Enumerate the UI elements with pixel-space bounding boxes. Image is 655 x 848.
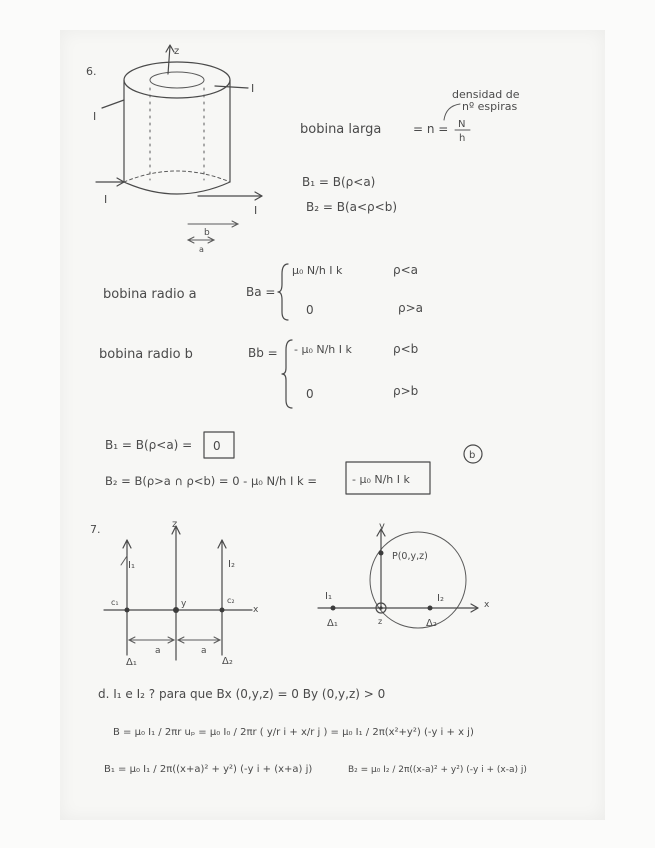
bobina-larga-equals: = n = xyxy=(413,122,449,136)
c2-label: c₂ xyxy=(227,596,235,605)
Bb-case1: - μ₀ N/h I k xyxy=(294,343,352,356)
fraction-numerator-N: N xyxy=(458,119,466,130)
point-P-label: P(0,y,z) xyxy=(392,551,428,562)
I1-label-top-view: I₁ xyxy=(325,591,332,602)
c1-label: c₁ xyxy=(111,598,119,607)
Ba-condition2: ρ>a xyxy=(398,301,424,315)
delta1-label: Δ₁ xyxy=(126,657,137,668)
delta2-label: Δ₂ xyxy=(222,656,233,667)
I1-label: I₁ xyxy=(128,560,135,571)
B1-definition: B₁ = B(ρ<a) xyxy=(302,175,376,189)
z-axis-label-top-view: z xyxy=(378,617,383,626)
I2-label: I₂ xyxy=(228,559,235,570)
problem-7-question: d. I₁ e I₂ ? para que Bx (0,y,z) = 0 By (0,y,z) > 0 xyxy=(98,687,386,701)
dimension-a-label: a xyxy=(199,245,204,254)
density-note-line2: nº espiras xyxy=(462,100,518,113)
Ba-symbol: Ba = xyxy=(246,285,276,299)
current-label-right: I xyxy=(254,204,258,217)
x-axis-label: x xyxy=(253,605,259,615)
B2-result-value: - μ₀ N/h I k xyxy=(352,473,410,486)
current-label-top: I xyxy=(251,82,255,95)
B1-equation: B₁ = μ₀ I₁ / 2π((x+a)² + y²) (-y i + (x+a) j) xyxy=(104,764,313,775)
bobina-radio-b-label: bobina radio b xyxy=(99,347,193,362)
problem-6-number: 6. xyxy=(86,65,97,78)
y-label-side: y xyxy=(181,599,187,609)
problem-7-number: 7. xyxy=(90,523,101,536)
part-b-label: b xyxy=(469,450,476,461)
Bb-case2: 0 xyxy=(306,387,314,401)
Ba-brace xyxy=(278,264,288,320)
density-pointer xyxy=(444,104,460,120)
B-general-equation: B = μ₀ I₁ / 2πr uₚ = μ₀ I₀ / 2πr ( y/r i + x/r j ) = μ₀ I₁ / 2π(x²+y²) (-y i + x j) xyxy=(113,727,474,738)
density-note-line1: densidad de xyxy=(452,88,520,101)
B2-result-lhs: B₂ = B(ρ>a ∩ ρ<b) = 0 - μ₀ N/h I k = xyxy=(105,474,317,488)
Bb-condition2: ρ>b xyxy=(393,384,419,398)
top-view-diagram xyxy=(318,521,490,629)
dimension-a-right: a xyxy=(201,646,207,656)
Ba-case2: 0 xyxy=(306,303,314,317)
y-axis-label-top-view: y xyxy=(379,521,385,532)
dimension-b-label: b xyxy=(204,228,210,238)
coil-cylinder-diagram xyxy=(93,45,262,254)
B1-result-lhs: B₁ = B(ρ<a) = xyxy=(105,438,193,452)
bobina-larga-label: bobina larga xyxy=(300,122,382,137)
Bb-symbol: Bb = xyxy=(248,346,278,360)
z-axis-label: z xyxy=(172,519,178,530)
bobina-radio-a-label: bobina radio a xyxy=(103,287,197,302)
current-label-left: I xyxy=(93,110,97,123)
current-label-bottom-left: I xyxy=(104,193,108,206)
B2-equation: B₂ = μ₀ I₂ / 2π((x-a)² + y²) (-y i + (x-a) j) xyxy=(348,765,527,775)
delta2-label-top-view: Δ₂ xyxy=(426,618,437,629)
Ba-condition1: ρ<a xyxy=(393,263,419,277)
side-view-diagram xyxy=(104,519,259,668)
Bb-brace xyxy=(282,340,292,408)
I2-label-top-view: I₂ xyxy=(437,593,444,604)
dimension-a-left: a xyxy=(155,646,161,656)
Bb-condition1: ρ<b xyxy=(393,342,419,356)
B1-result-value: 0 xyxy=(213,439,221,453)
Ba-case1: μ₀ N/h I k xyxy=(292,264,343,277)
fraction-denominator-h: h xyxy=(459,133,466,144)
B2-definition: B₂ = B(a<ρ<b) xyxy=(306,200,398,214)
axis-z-label: z xyxy=(174,46,180,57)
delta1-label-top-view: Δ₁ xyxy=(327,618,338,629)
x-axis-label-top-view: x xyxy=(484,600,490,610)
